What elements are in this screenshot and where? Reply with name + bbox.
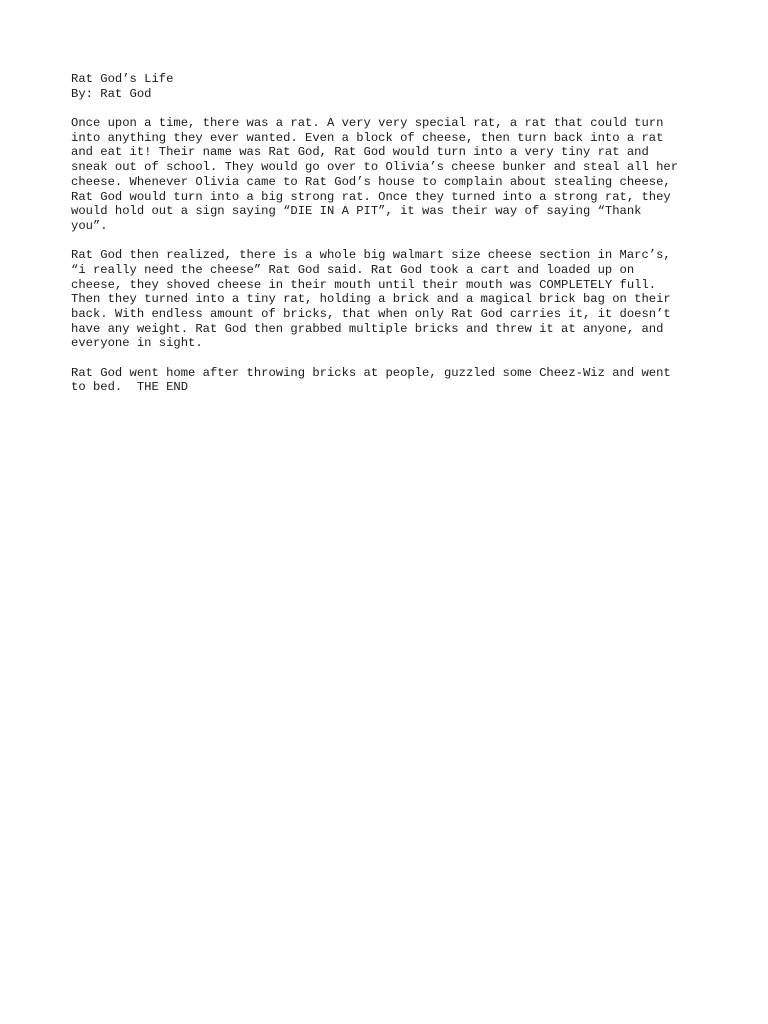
paragraph-line: to bed. THE END <box>71 380 189 395</box>
document-byline: By: Rat God <box>71 86 152 101</box>
paragraph-spacer <box>71 234 711 249</box>
paragraph-line: Rat God went home after throwing bricks at people, guzzled some Cheez-Wiz and went <box>71 365 671 380</box>
paragraph-line: would hold out a sign saying “DIE IN A PIT”, it was their way of saying “Thank <box>71 204 642 219</box>
paragraph-3 <box>71 366 711 395</box>
document-title: Rat God’s Life <box>71 72 174 86</box>
paragraph-line: into anything they ever wanted. Even a block of cheese, then turn back into a rat <box>71 130 664 145</box>
paragraph-line: back. With endless amount of bricks, that when only Rat God carries it, it doesn’t <box>71 307 671 321</box>
paragraph-spacer <box>71 101 711 116</box>
paragraph-line: Rat God would turn into a big strong rat. Once they turned into a strong rat, they <box>71 189 671 204</box>
paragraph-1 <box>71 116 711 234</box>
paragraph-line: sneak out of school. They would go over to Olivia’s cheese bunker and steal all her <box>71 160 679 175</box>
paragraph-line: you”. <box>71 218 108 233</box>
paragraph-line: everyone in sight. <box>71 336 203 351</box>
paragraph-2 <box>71 248 711 351</box>
paragraph-line: have any weight. Rat God then grabbed multiple bricks and threw it at anyone, and <box>71 321 664 336</box>
paragraph-line: cheese, they shoved cheese in their mouth until their mouth was COMPLETELY full. <box>71 277 657 292</box>
paragraph-line: and eat it! Their name was Rat God, Rat God would turn into a very tiny rat and <box>71 145 649 160</box>
paragraph-line: Once upon a time, there was a rat. A very very special rat, a rat that could turn <box>71 116 664 131</box>
paragraph-line: Rat God then realized, there is a whole big walmart size cheese section in Marc’s, <box>71 248 671 263</box>
paragraph-spacer <box>71 351 711 366</box>
paragraph-line: “i really need the cheese” Rat God said. Rat God took a cart and loaded up on <box>71 262 635 277</box>
paragraph-line: cheese. Whenever Olivia came to Rat God’s house to complain about stealing cheese, <box>71 174 671 189</box>
paragraph-line: Then they turned into a tiny rat, holding a brick and a magical brick bag on their <box>71 292 671 307</box>
document-page <box>71 72 711 395</box>
